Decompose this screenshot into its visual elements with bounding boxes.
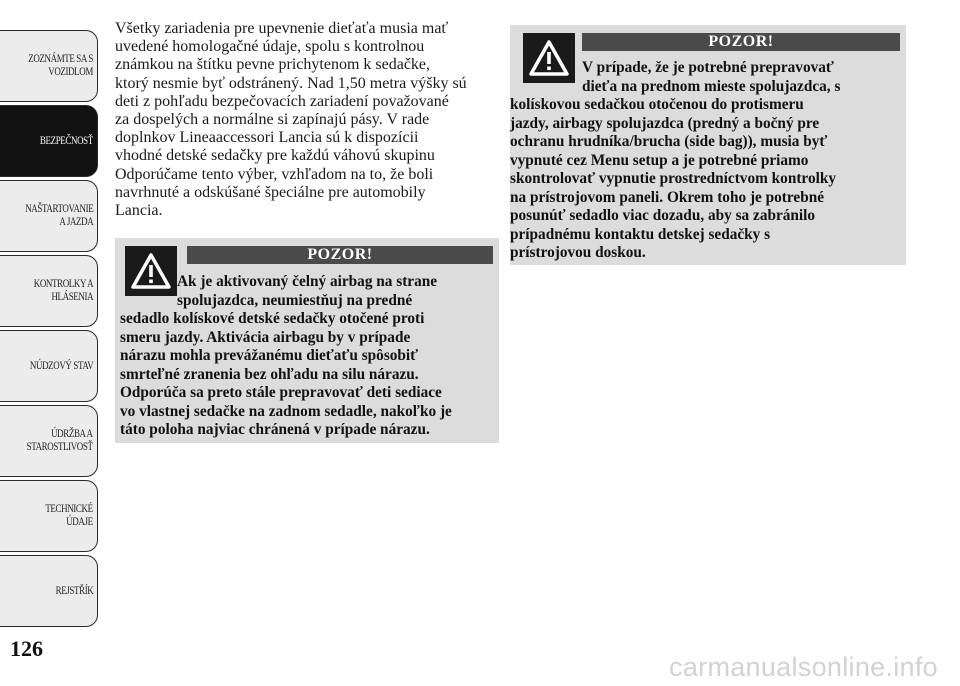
- tab-label: KONTROLKY A HLÁSENIA: [33, 278, 93, 303]
- tab-label: TECHNICKÉ ÚDAJE: [45, 503, 93, 528]
- warning-header: POZOR!: [187, 246, 493, 264]
- tab-technicke-udaje[interactable]: [0, 480, 98, 552]
- page-number: 126: [10, 636, 43, 661]
- tab-label: ZOZNÁMTE SA S VOZIDLOM: [28, 53, 93, 78]
- warning-triangle-icon: [125, 246, 177, 296]
- warning-text-lead: Ak je aktivovaný čelný airbag na strane spolujazdca, neumiestňuj na predné: [177, 273, 438, 309]
- tab-bezpecnost[interactable]: [0, 105, 98, 177]
- tab-kontrolky-a-hlasenia[interactable]: [0, 255, 98, 327]
- tab-label: NAŠTARTOVANIE A JAZDA: [24, 203, 93, 228]
- watermark: carmanualsonline.info: [669, 652, 938, 682]
- warning-triangle-icon: [523, 33, 575, 83]
- warning-box: [115, 238, 499, 443]
- tab-rejstrik[interactable]: [0, 555, 98, 627]
- tab-nudzovy-stav[interactable]: [0, 330, 98, 402]
- tab-label: REJSTŘÍK: [55, 584, 93, 597]
- tab-label: ÚDRŽBA A STAROSTLIVOSŤ: [27, 428, 93, 453]
- warning-text-lead: V prípade, že je potrebné prepravovať dieťa na prednom mieste spolujazdca, s: [582, 59, 841, 95]
- warning-text-body: kolískovou sedačkou otočenou do protismeru jazdy, airbagy spolujazdca (predný a bočný pre ochranu hrudníka/brucha (side bag)), musia byť vypnuté cez Menu setup a je potrebné priamo skontrolovať vypnutie prostredníctvom kontrolky na prístrojovom paneli. Okrem toho je potrebné posunúť sedadlo viac dozadu, aby sa zabránilo prípadnému kontaktu detskej sedačky s prístrojovou doskou.: [510, 96, 836, 261]
- warning-text-body: sedadlo kolískové detské sedačky otočené proti smeru jazdy. Aktivácia airbagu by v prípade nárazu mohla prevážanému dieťaťu spôsobiť smrteľné zranenia bez ohľadu na silu nárazu. Odporúča sa preto stále prepravovať deti sediace vo vlastnej sedačke na zadnom sedadle, nakoľko je táto poloha najviac chránená v prípade nárazu.: [120, 310, 452, 438]
- warning-box: [510, 25, 906, 265]
- tab-label: BEZPEČNOSŤ: [40, 134, 93, 147]
- body-paragraph: Všetky zariadenia pre upevnenie dieťaťa musia mať uvedené homologačné údaje, spolu s kontrolnou známkou na štítku pevne prichytenom k sedačke, ktorý nesmie byť odstránený. Nad 1,50 metra výšky sú deti z pohľadu bezpečovacích zariadení považované za dospelých a normálne si zapínajú pásy. V rade doplnkov Lineaaccessori Lancia sú k dispozícii vhodné detské sedačky pre každú váhovú skupinu Odporúčame tento výber, vzhľadom na to, že boli navrhnuté a odskúšané špeciálne pre automobily Lancia.: [115, 20, 467, 220]
- tab-zoznamte-sa-s-vozidlom[interactable]: [0, 30, 98, 102]
- warning-header: POZOR!: [582, 33, 900, 51]
- tab-label: NÚDZOVÝ STAV: [29, 359, 93, 372]
- tab-nastartovanie-a-jazda[interactable]: [0, 180, 98, 252]
- tab-udrzba-a-starostlivost[interactable]: [0, 405, 98, 477]
